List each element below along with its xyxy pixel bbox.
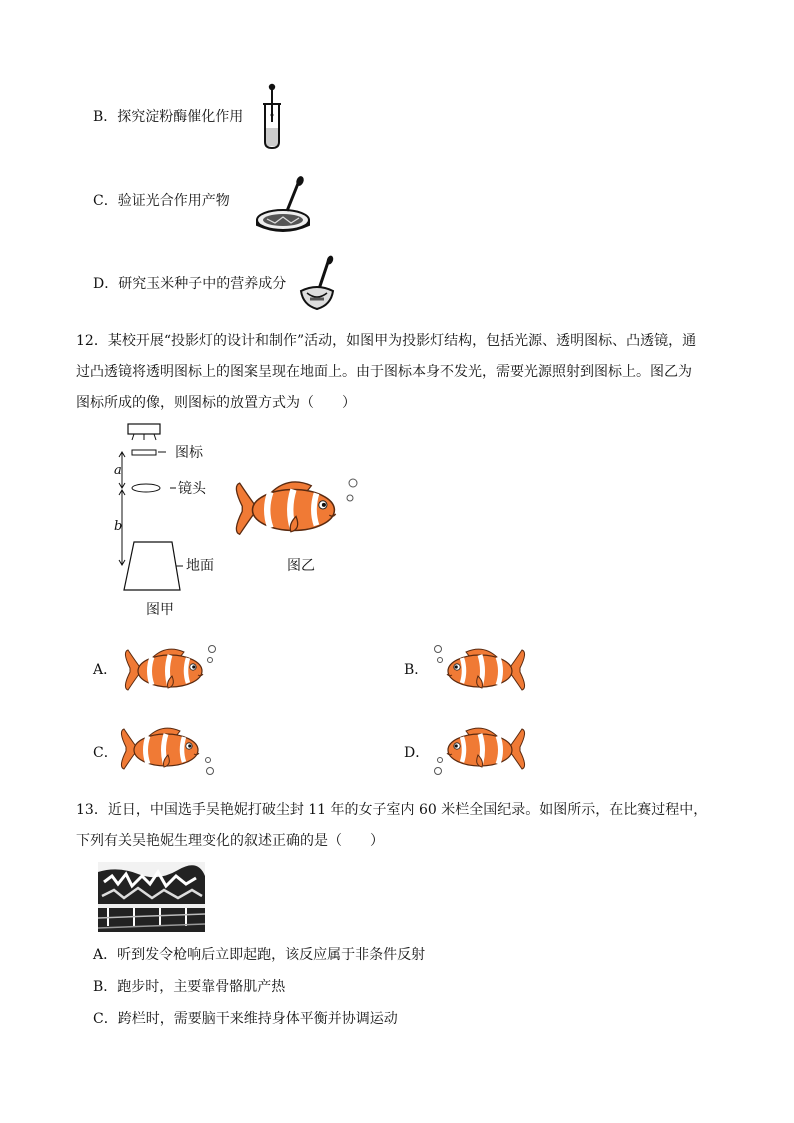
- q12-option-d-letter: D．: [404, 745, 430, 761]
- q12-option-c-letter: C．: [93, 745, 118, 761]
- q12-stem-line-3: 图标所成的像，则图标的放置方式为（ ）: [76, 395, 356, 411]
- q12-option-a-letter: A．: [93, 662, 118, 678]
- fish-image-yi: [232, 474, 360, 536]
- label-ground: 地面: [186, 558, 214, 574]
- q11-option-b: [93, 107, 243, 127]
- q13-stem-line-1: 13．近日，中国选手吴艳妮打破尘封 11 年的女子室内 60 米栏全国纪录。如图所示，在比赛过程中，: [76, 802, 708, 818]
- q13-option-a: [93, 945, 425, 965]
- option-text: 研究玉米种子中的营养成分: [118, 276, 287, 292]
- caption-yi: 图乙: [287, 558, 315, 574]
- option-text: 听到发令枪响后立即起跑，该反应属于非条件反射: [117, 947, 426, 963]
- option-letter: B．: [93, 979, 118, 995]
- q12-option-b-letter: B．: [404, 662, 429, 678]
- option-text: 探究淀粉酶催化作用: [117, 109, 244, 125]
- label-icon: 图标: [175, 445, 203, 461]
- label-a: a: [114, 463, 122, 478]
- petri-dish-dropper-image: [253, 175, 313, 237]
- fish-option-b: [430, 643, 528, 695]
- q13-stem-line-2: 下列有关吴艳妮生理变化的叙述正确的是（ ）: [76, 833, 384, 849]
- q11-option-d: [93, 274, 286, 294]
- option-text: 跑步时，主要靠骨骼肌产热: [117, 979, 286, 995]
- q11-option-c: [93, 191, 230, 211]
- option-text: 验证光合作用产物: [117, 193, 230, 209]
- label-lens: 镜头: [178, 481, 206, 497]
- fish-option-c: [118, 725, 218, 777]
- option-letter: C．: [93, 1011, 118, 1027]
- label-b: b: [114, 519, 123, 534]
- option-letter: B．: [93, 109, 118, 125]
- hurdle-race-photo: [98, 862, 205, 932]
- option-letter: C．: [93, 193, 118, 209]
- option-text: 跨栏时，需要脑干来维持身体平衡并协调运动: [117, 1011, 398, 1027]
- q13-option-b: [93, 977, 285, 997]
- corn-seed-dropper-image: [297, 255, 337, 311]
- q12-stem-line-1: 12．某校开展“投影灯的设计和制作”活动，如图甲为投影灯结构，包括光源、透明图标、凸透镜，通: [76, 333, 697, 349]
- fish-option-d: [430, 725, 528, 777]
- test-tube-dropper-image: [260, 82, 284, 152]
- option-letter: A．: [93, 947, 118, 963]
- q12-stem-line-2: 过凸透镜将透明图标上的图案呈现在地面上。由于图标本身不发光，需要光源照射到图标上。图乙为: [76, 364, 692, 380]
- option-letter: D．: [93, 276, 119, 292]
- caption-jia: 图甲: [146, 602, 174, 618]
- q13-option-c: [93, 1009, 398, 1029]
- fish-option-a: [122, 643, 220, 695]
